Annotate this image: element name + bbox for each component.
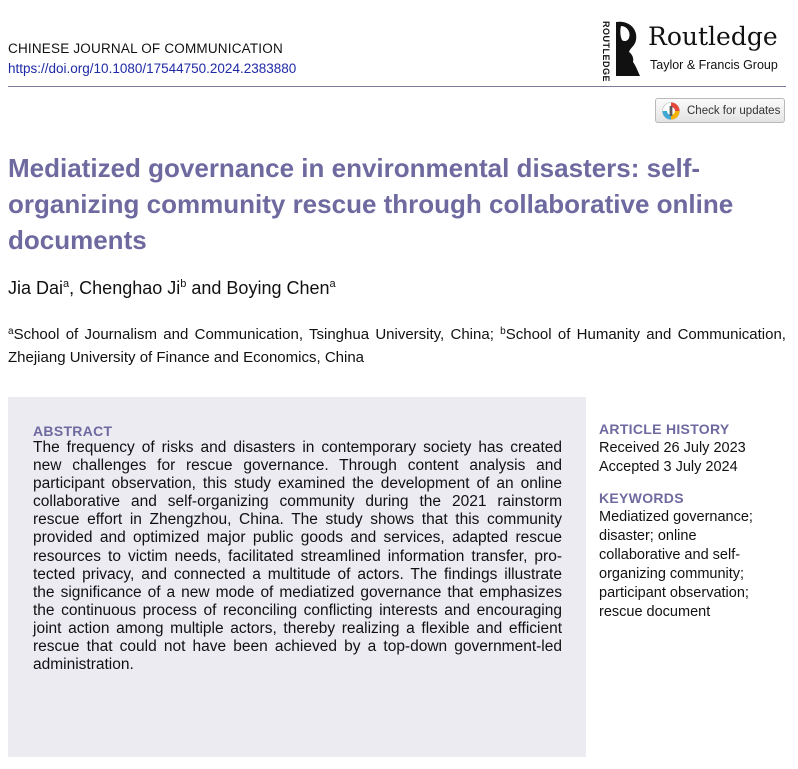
article-history-heading: ARTICLE HISTORY [599, 421, 730, 437]
check-for-updates-button[interactable] [655, 98, 785, 123]
abstract-text: The frequency of risks and disasters in contemporary society has created new challenges for rescue governance. Through content analysis and participant observation, this study examined the development of an online collaborative and self-organizing community during the 2021 rainstorm rescue effort in Zhengzhou, China. The study shows that this community provided and optimized major public goods and services, adapted rescue resources to victim needs, facilitated streamlined information transfer, protected privacy, and connected a multitude of actors. The findings illustrate the significance of a new mode of mediatized governance that emphasizes the continuous process of reconciling conflicting interests and encouraging joint action among multiple actors, thereby realizing a flexible and efficient rescue that could not have been achieved by a top-down government-led administration. [33, 439, 562, 674]
received-date: Received 26 July 2023 [599, 440, 746, 456]
keywords-list: Mediatized governance; disaster; online collaborative and self-organizing community; participant observation; rescue document [599, 509, 753, 620]
affiliation-text: School of Humanity and Communication, Zhejiang University of Finance and Economics, China [8, 326, 786, 366]
author-name[interactable]: Chenghao Ji [79, 278, 181, 298]
crossmark-icon [662, 102, 680, 120]
check-for-updates-label: Check for updates [687, 104, 781, 117]
author-affiliation-marker: b [180, 278, 187, 290]
abstract-box [8, 397, 586, 757]
author-separator: , [69, 278, 80, 298]
affiliation-marker: a [8, 326, 14, 337]
author-name[interactable]: Jia Dai [8, 278, 64, 298]
header-divider [8, 86, 786, 87]
keywords-heading: KEYWORDS [599, 490, 684, 506]
doi-link[interactable]: https://doi.org/10.1080/17544750.2024.2383880 [8, 61, 297, 76]
author-affiliation-marker: a [63, 278, 70, 290]
publisher-logo[interactable] [600, 20, 790, 83]
affiliation-text: School of Journalism and Communication, Tsinghua University, China; [13, 326, 501, 343]
author-separator: and [186, 278, 227, 298]
publisher-name: Routledge [648, 22, 778, 51]
accepted-date: Accepted 3 July 2024 [599, 459, 738, 475]
journal-name: CHINESE JOURNAL OF COMMUNICATION [8, 41, 283, 56]
article-title: Mediatized governance in environmental disasters: self-organizing community rescue through collaborative online documents [8, 153, 734, 255]
publisher-subtitle: Taylor & Francis Group [650, 58, 778, 72]
author-list [8, 278, 336, 299]
author-name[interactable]: Boying Chen [226, 278, 330, 298]
affiliations [8, 320, 786, 369]
affiliation-marker: b [500, 326, 506, 337]
author-affiliation-marker: a [329, 278, 336, 290]
routledge-head-icon [612, 20, 642, 78]
abstract-heading: ABSTRACT [33, 423, 113, 439]
logo-vertical-text: ROUTLEDGE [601, 21, 611, 83]
